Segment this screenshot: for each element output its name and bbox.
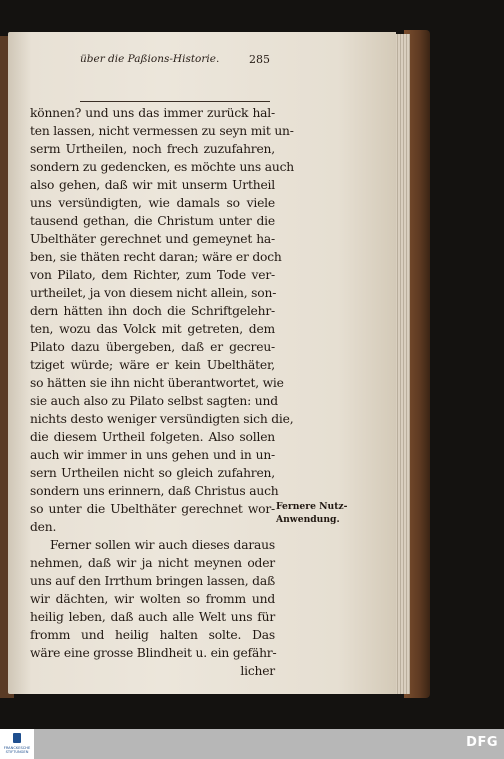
text-line: wäre eine grosse Blindheit u. ein gefähr- xyxy=(30,646,277,660)
text-line: sie auch also zu Pilato selbst sagten: und xyxy=(30,394,278,408)
margin-note xyxy=(276,500,347,526)
text-line: sondern uns erinnern, daß Christus auch xyxy=(30,484,279,498)
text-line: sern Urtheilen nicht so gleich zufahren, xyxy=(30,466,275,480)
institution-logo[interactable] xyxy=(0,729,34,759)
text-line: serm Urtheilen, noch frech zuzufahren, xyxy=(30,142,275,156)
text-line: die diesem Urtheil folgeten. Also sollen xyxy=(30,430,275,444)
text-line: dern hätten ihn doch die Schriftgelehr- xyxy=(30,304,275,318)
text-line: sondern zu gedencken, es möchte uns auch xyxy=(30,160,294,174)
text-line: uns auf den Irrthum bringen lassen, daß xyxy=(30,574,275,588)
page-header xyxy=(80,50,270,70)
margin-note-line: Fernere Nutz- xyxy=(276,501,348,512)
text-line: nehmen, daß wir ja nicht meynen oder xyxy=(30,556,275,570)
text-line: tziget würde; wäre er kein Ubelthäter, xyxy=(30,358,275,372)
text-line: so hätten sie ihn nicht überantwortet, wie xyxy=(30,376,284,390)
text-line: können? und uns das immer zurück hal- xyxy=(30,106,275,120)
text-line: so unter die Ubelthäter gerechnet wor- xyxy=(30,502,275,516)
catchword: licher xyxy=(240,664,275,678)
text-line: ten lassen, nicht vermessen zu seyn mit un- xyxy=(30,124,294,138)
text-line: ben, sie thäten recht daran; wäre er doch xyxy=(30,250,282,264)
text-line: uns versündigten, wie damals so viele xyxy=(30,196,275,210)
running-title: über die Paßions-Historie. xyxy=(80,53,220,65)
text-line: also gehen, daß wir mit unserm Urtheil xyxy=(30,178,275,192)
text-line: wir dächten, wir wolten so fromm und xyxy=(30,592,275,606)
text-line: heilig leben, daß auch alle Welt uns für xyxy=(30,610,275,624)
text-line: Pilato dazu übergeben, daß er gecreu- xyxy=(30,340,275,354)
text-line: von Pilato, dem Richter, zum Tode ver- xyxy=(30,268,275,282)
text-line: fromm und heilig halten solte. Das xyxy=(30,628,275,642)
body-text xyxy=(30,104,294,680)
logo-emblem-icon xyxy=(13,733,21,743)
text-line: nichts desto weniger versündigten sich die, xyxy=(30,412,294,426)
viewer-footer-bar xyxy=(0,729,504,759)
text-line: Ubelthäter gerechnet und gemeynet ha- xyxy=(30,232,275,246)
text-line: urtheilet, ja von diesem nicht allein, son- xyxy=(30,286,277,300)
text-line: den. xyxy=(30,520,57,534)
text-line: Ferner sollen wir auch dieses daraus xyxy=(50,538,275,552)
dfg-logo[interactable]: DFG xyxy=(466,735,498,750)
page-number: 285 xyxy=(249,53,270,66)
text-line: auch wir immer in uns gehen und in un- xyxy=(30,448,275,462)
margin-note-line: Anwendung. xyxy=(276,514,340,525)
header-rule xyxy=(80,101,270,102)
logo-text: FRANCKESCHE STIFTUNGEN xyxy=(3,746,31,754)
text-line: tausend gethan, die Christum unter die xyxy=(30,214,275,228)
text-line: ten, wozu das Volck mit getreten, dem xyxy=(30,322,275,336)
